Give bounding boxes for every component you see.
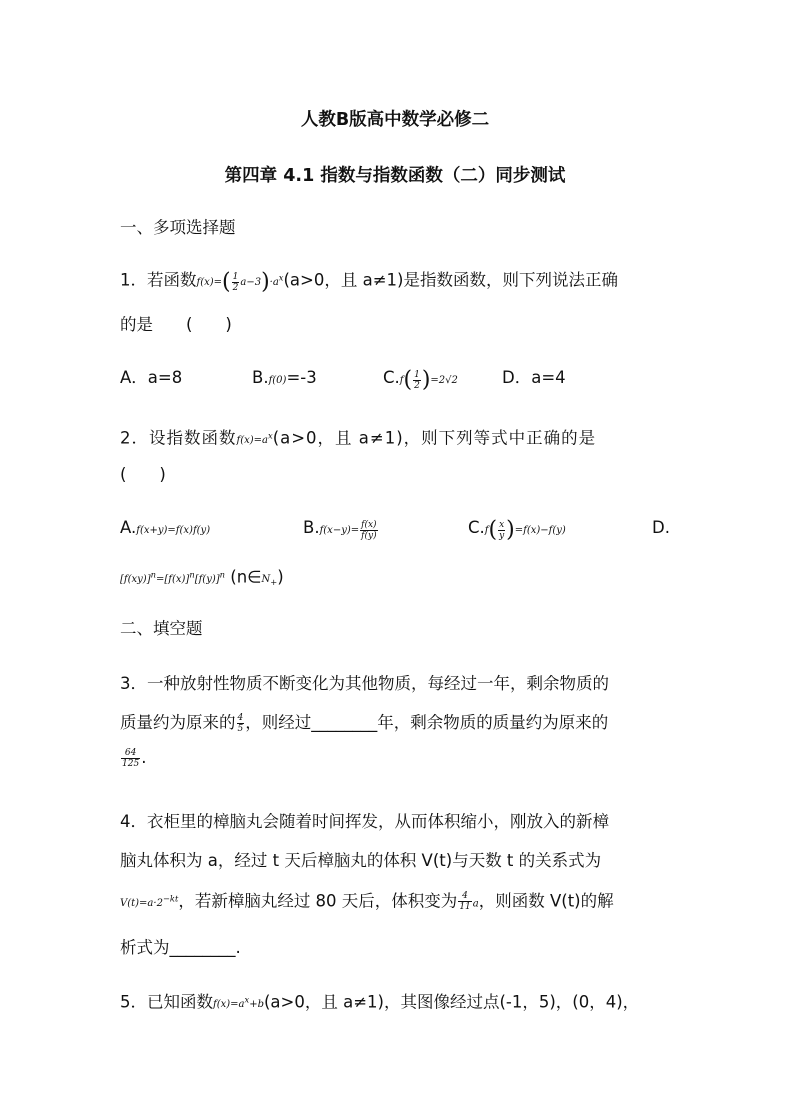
question-2-number: 2．设指数函数: [120, 428, 237, 448]
question-2-stem: [120, 424, 596, 453]
section-heading-fill-in: 二、填空题: [120, 619, 203, 638]
q2-option-c: C.f( $\frac{x}{y}$ )=f(x)−f(y): [468, 517, 566, 543]
q3-fraction-64-125: $\frac{64}{125}$: [122, 748, 140, 769]
q1-formula: f(x)=( $\frac{1}{2}$ $a-3)\cdot a^x$: [196, 269, 284, 295]
question-2-stem-line2: ( ): [120, 465, 166, 484]
section-heading-multiple-choice: 一、多项选择题: [120, 218, 236, 237]
q1-option-d: D．a=4: [502, 368, 566, 387]
question-1-stem: [120, 266, 618, 295]
question-4-line3: $V(t)=a\cdot 2^{-kt}$，若新樟脑丸经过 80 天后，体积变为 $\frac{4}{11}$ a，则函数 V(t)的解: [120, 891, 614, 913]
q2-option-a: A.f(x+y)=f(x)f(y): [120, 518, 211, 537]
question-1-number: 1．若函数: [120, 270, 197, 290]
question-2-condition: (a>0，且 a≠1)，则下列等式中正确的是: [272, 428, 597, 448]
q4-formula: $V(t)=a\cdot 2^{-kt}$: [120, 894, 179, 910]
question-4-line1: 4．衣柜里的樟脑丸会随着时间挥发，从而体积缩小，刚放入的新樟: [120, 812, 609, 831]
question-3-line3: $\frac{64}{125}$ .: [122, 748, 147, 769]
question-1-stem-line2: 的是 ( ): [120, 315, 232, 334]
question-3-line1: 3．一种放射性物质不断变化为其他物质，每经过一年，剩余物质的: [120, 674, 609, 693]
q2-option-d-label: D.: [652, 518, 670, 537]
question-4-line2: 脑丸体积为 a，经过 t 天后樟脑丸的体积 V(t)与天数 t 的关系式为: [120, 851, 602, 870]
question-1-condition: (a>0，且 a≠1)是指数函数，则下列说法正确: [283, 270, 618, 290]
q1-option-a: A．a=8: [120, 368, 183, 387]
q1-option-c: C.f( $\frac{1}{2}$ )=2√2: [383, 367, 458, 393]
question-3-line2: 质量约为原来的 $\frac{4}{5}$ ，则经过________年，剩余物质的质量约为原来的: [120, 713, 609, 734]
question-2-options: [120, 516, 670, 543]
q1-option-b: B.f(0)=-3: [252, 368, 317, 387]
q5-formula: $f(x)=a^x+b$: [213, 995, 264, 1011]
document-subtitle: 第四章 4.1 指数与指数函数（二）同步测试: [224, 166, 566, 186]
question-5-stem: [120, 988, 639, 1017]
document-title: 人教B版高中数学必修二: [300, 110, 490, 130]
q2-option-d-formula: $[f(xy)]^n=[f(x)]^n[f(y)]^n$: [120, 570, 226, 586]
question-5-condition: (a>0，且 a≠1)，其图像经过点(-1，5)，(0，4)，: [263, 992, 640, 1012]
q2-formula: $f(x)=a^x$: [236, 431, 273, 447]
q2-option-d: $[f(xy)]^n=[f(x)]^n[f(y)]^n$ $(n\in N_+)$: [120, 567, 284, 588]
question-1-options: [120, 366, 566, 393]
question-5-number: 5．已知函数: [120, 992, 213, 1012]
question-4-line4: 析式为________.: [120, 938, 241, 957]
q2-option-b: B.f(x−y)= $\frac{f(x)}{f(y)}$: [303, 518, 377, 541]
